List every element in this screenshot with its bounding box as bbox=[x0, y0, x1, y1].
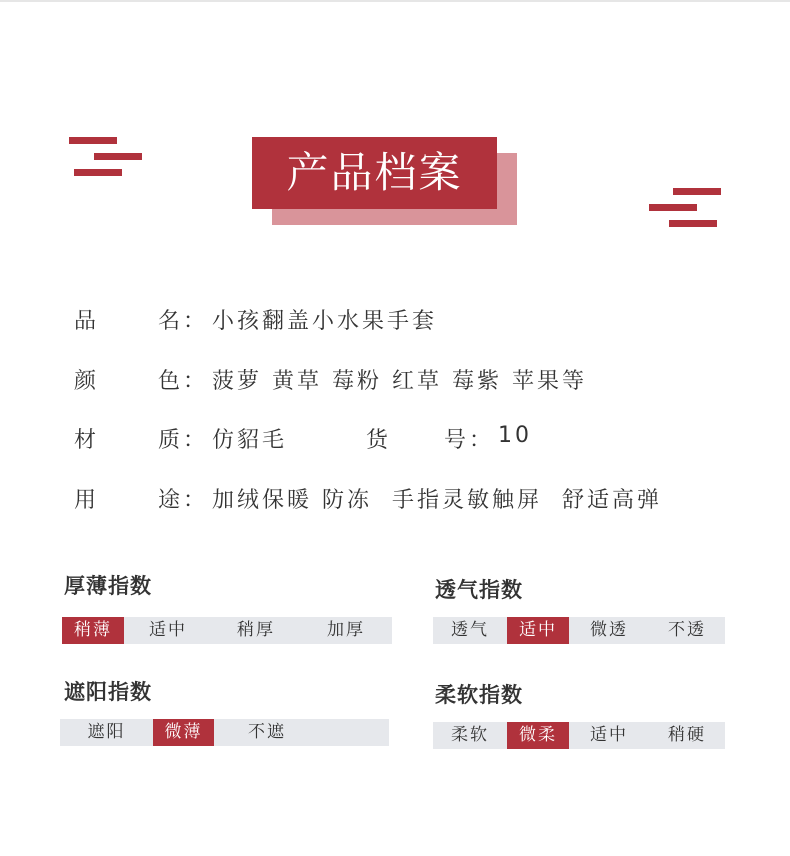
softness-index-title: 柔软指数 bbox=[435, 683, 523, 707]
breathability-option: 不透 bbox=[668, 620, 706, 640]
decor-bar-right-2 bbox=[649, 204, 697, 211]
sunshade-scale-filler bbox=[320, 719, 389, 746]
info-value-material: 仿貂毛 bbox=[212, 428, 288, 453]
softness-option: 微柔 bbox=[507, 722, 569, 749]
page-title: 产品档案 bbox=[252, 137, 497, 209]
sunshade-option: 微薄 bbox=[153, 719, 214, 746]
info-value-name: 小孩翻盖小水果手套 bbox=[212, 309, 438, 334]
thickness-index-title: 厚薄指数 bbox=[64, 574, 152, 598]
sunshade-index-title: 遮阳指数 bbox=[64, 680, 152, 704]
decor-bar-left-1 bbox=[69, 137, 117, 144]
sunshade-option: 遮阳 bbox=[87, 722, 126, 742]
sunshade-option: 不遮 bbox=[248, 722, 286, 742]
thickness-option: 加厚 bbox=[327, 620, 365, 640]
decor-bar-right-1 bbox=[673, 188, 721, 195]
info-value-color: 菠萝 黄草 莓粉 红草 莓紫 苹果等 bbox=[212, 369, 587, 394]
info-value-sku: 10 bbox=[498, 423, 532, 448]
softness-option: 适中 bbox=[590, 725, 628, 745]
top-divider bbox=[0, 0, 790, 2]
decor-bar-left-3 bbox=[74, 169, 122, 176]
decor-bar-left-2 bbox=[94, 153, 142, 160]
info-label-sku-b: 号： bbox=[444, 428, 495, 453]
sunshade-index-scale bbox=[60, 719, 389, 746]
breathability-option: 微透 bbox=[590, 620, 628, 640]
info-label-sku-a: 货 bbox=[366, 428, 392, 453]
breathability-option: 适中 bbox=[507, 617, 569, 644]
softness-index-scale bbox=[433, 722, 725, 749]
decor-bar-right-3 bbox=[669, 220, 717, 227]
softness-option: 柔软 bbox=[451, 725, 489, 745]
breathability-option: 透气 bbox=[451, 620, 489, 640]
thickness-option: 适中 bbox=[149, 620, 187, 640]
info-value-usage: 加绒保暖 防冻 手指灵敏触屏 舒适高弹 bbox=[212, 488, 662, 513]
thickness-index-scale bbox=[62, 617, 392, 644]
breathability-index-title: 透气指数 bbox=[435, 578, 523, 602]
thickness-option: 稍厚 bbox=[237, 620, 275, 640]
breathability-index-scale bbox=[433, 617, 725, 644]
softness-option: 稍硬 bbox=[668, 725, 706, 745]
thickness-option: 稍薄 bbox=[62, 617, 124, 644]
